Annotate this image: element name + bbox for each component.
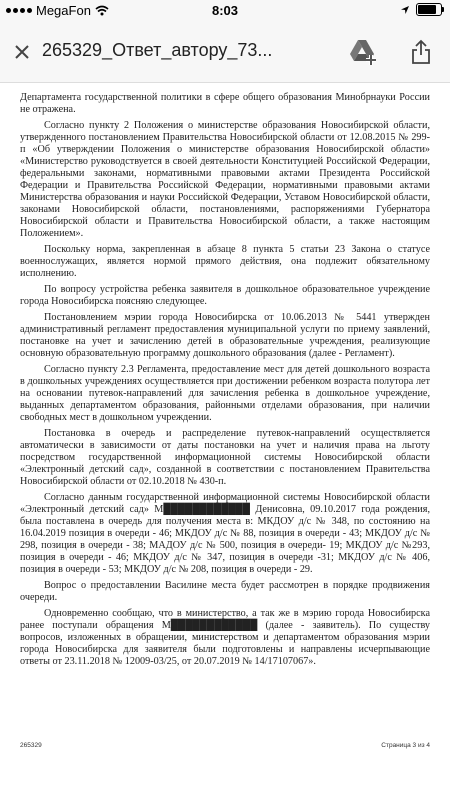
doc-paragraph: Одновременно сообщаю, что в министерство, а так же в мэрию города Новосибирска ранее поступали обращения М████████████ (далее - заявитель). По существу вопросов, изложенных в обращении, министерством и департаментом образования мэрии города Новосибирска для заявителя были подготовлены и направлены исчерпывающие ответы от 23.11.2018 № 12009-03/25, от 20.07.2019 № 14/17107067». <box>20 608 430 667</box>
close-icon[interactable] <box>8 38 36 66</box>
doc-paragraph: По вопросу устройства ребенка заявителя в дошкольное образовательное учреждение города Новосибирска поясняю следующее. <box>20 284 430 307</box>
doc-paragraph: Постановка в очередь и распределение путевок-направлений осуществляется автоматически в зависимости от даты постановки на учет и наличия права на льготу посредством государственной информационной системы Новосибирской области «Электронный детский сад», созданной в соответствии с постановлением Правительства Новосибирской области от 02.10.2018 № 430-п. <box>20 428 430 487</box>
location-arrow-icon <box>400 5 410 15</box>
doc-paragraph: Согласно пункту 2.3 Регламента, предоставление мест для детей дошкольного возраста в дошкольных учреждениях осуществляется при достижении ребенком возраста полутора лет на основании путевок-направлений для зачисления ребенка в дошкольное учреждение, выданных департаментом образования, районными отделами образования, при наличии свободных мест в дошкольном учреждении. <box>20 364 430 423</box>
carrier-name: MegaFon <box>36 3 91 18</box>
drive-add-icon[interactable] <box>348 36 380 68</box>
doc-paragraph: Поскольку норма, закрепленная в абзаце 8 пункта 5 статьи 23 Закона о статусе военнослужащих, является нормой прямого действия, она подлежит обязательному исполнению. <box>20 244 430 279</box>
clock: 8:03 <box>211 3 239 18</box>
page-footer <box>20 742 430 754</box>
page-indicator: Страница 3 из 4 <box>381 742 430 749</box>
doc-paragraph: Вопрос о предоставлении Василине места будет рассмотрен в порядке продвижения очереди. <box>20 580 430 603</box>
doc-paragraph: Департамента государственной политики в сфере общего образования Минобрнауки России не отражена. <box>20 92 430 115</box>
doc-paragraph: Согласно данным государственной информационной системы Новосибирской области «Электронный детский сад» М████████████ Денисовна, 09.10.2017 года рождения, была поставлена в очередь для получения места в: МКДОУ д/с № 348, по состоянию на 16.04.2019 позиция в очереди - 46; МКДОУ д/с № 88, позиция в очереди - 43; МКДОУ д/с № 298, позиция в очереди - 38; МАДОУ д/с № 500, позиция в очереди- 19; МКДОУ д/с №293, позиция в очереди - 46; МКДОУ д/с № 347, позиция в очереди -31; МКДОУ д/с № 406, позиция в очереди - 53; МКДОУ д/с № 208, позиция в очереди - 29. <box>20 492 430 575</box>
app-bar <box>0 22 450 83</box>
share-icon[interactable] <box>408 36 434 68</box>
doc-number: 265329 <box>20 742 42 749</box>
doc-paragraph: Постановлением мэрии города Новосибирска от 10.06.2013 № 5441 утвержден административный регламент предоставления муниципальной услуги по приему заявлений, постановке на учет и зачислению детей в образовательные учреждения, реализующие основную образовательную программу дошкольного образования (далее - Регламент). <box>20 312 430 359</box>
document-title: 265329_Ответ_автору_73... <box>42 40 273 60</box>
doc-paragraph: Согласно пункту 2 Положения о министерстве образования Новосибирской области, утвержденного постановлением Правительства Новосибирской области от 12.08.2015 № 299-п «Об утверждении Положения о министерстве образования Новосибирской области» «Министерство руководствуется в своей деятельности Конституцией Российской Федерации, федеральными законами, нормативными правовыми актами Президента Российской Федерации и Правительства Российской Федерации, нормативными правовыми актами Министерства образования и науки Российской Федерации, Уставом Новосибирской области, законами Новосибирской области, постановлениями, распоряжениями Губернатора Новосибирской области и Правительства Новосибирской области, а также настоящим Положением». <box>20 120 430 239</box>
battery-icon <box>416 3 442 16</box>
document-page[interactable] <box>12 92 438 778</box>
battery-level <box>418 5 436 14</box>
status-bar <box>0 0 450 22</box>
